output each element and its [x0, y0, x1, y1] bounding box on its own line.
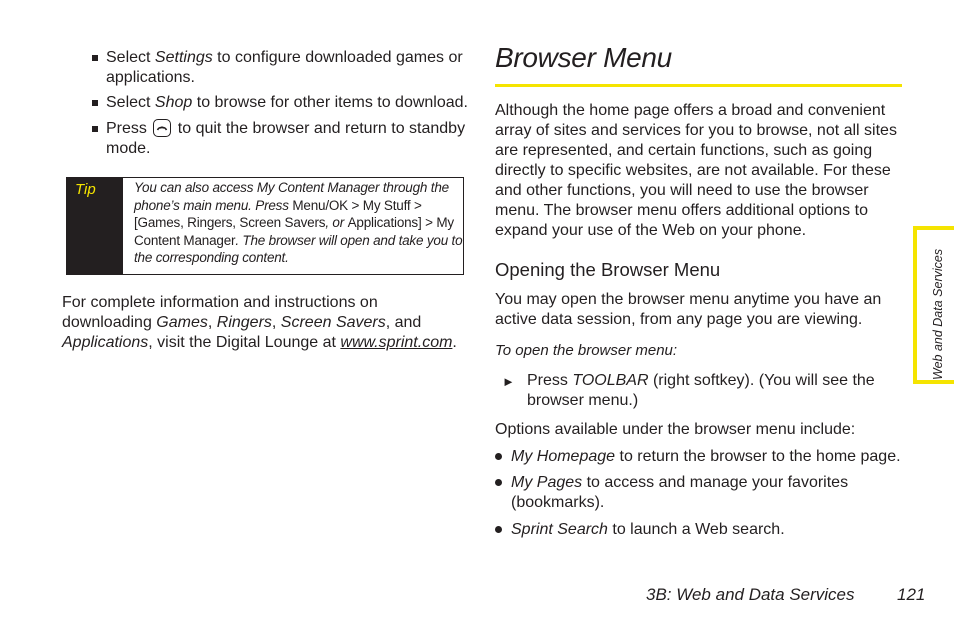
tip-text: You can also access My Content Manager through the phone’s main menu. Press Menu/OK > My Stuff > [Games, Ringers, Screen Savers, or Applications] > My Content Manager. The browser will open and take you to the corresponding content. — [134, 180, 463, 265]
square-bullet-icon — [92, 126, 98, 132]
end-call-key-icon — [153, 119, 171, 137]
open-menu-paragraph: You may open the browser menu anytime you have an active data session, from any page you are viewing. — [495, 291, 882, 328]
option-sprint-search: Sprint Search to launch a Web search. — [495, 520, 905, 540]
square-bullet-icon — [92, 55, 98, 61]
side-tab-label: Web and Data Services — [931, 248, 945, 380]
section-side-tab — [913, 226, 954, 384]
bullet-settings: Select Settings to configure downloaded games or applications. — [92, 48, 472, 88]
title-underline — [495, 84, 902, 87]
sprint-website-link[interactable]: www.sprint.com — [340, 334, 453, 351]
shop-term: Shop — [154, 94, 193, 111]
square-bullet-icon — [92, 100, 98, 106]
tip-label: Tip — [75, 181, 96, 198]
round-bullet-icon — [495, 526, 502, 533]
options-intro: Options available under the browser menu include: — [495, 421, 856, 438]
step-arrow-icon: ► — [502, 374, 515, 389]
page-title: Browser Menu — [495, 42, 672, 73]
tip-box — [66, 177, 464, 275]
tip-label-cell — [67, 178, 123, 274]
bullet-quit-browser: Press to quit the browser and return to standby mode. — [92, 119, 472, 159]
step-press-toolbar: Press TOOLBAR (right softkey). (You will see the browser menu.) — [527, 372, 875, 409]
footer-section-name: 3B: Web and Data Services — [646, 585, 855, 604]
round-bullet-icon — [495, 453, 502, 460]
option-my-pages: My Pages to access and manage your favorites (bookmarks). — [495, 473, 875, 513]
bullet-shop: Select Shop to browse for other items to download. — [92, 93, 472, 113]
round-bullet-icon — [495, 479, 502, 486]
option-my-homepage: My Homepage to return the browser to the home page. — [495, 447, 905, 467]
steps-heading: To open the browser menu: — [495, 342, 678, 359]
download-info-paragraph: For complete information and instructions on downloading Games, Ringers, Screen Savers, and Applications, visit the Digital Lounge at www.sprint.com. — [62, 294, 457, 351]
settings-term: Settings — [154, 49, 213, 66]
page-number: 121 — [897, 585, 926, 604]
intro-paragraph: Although the home page offers a broad and convenient array of sites and services for you to browse, not all sites are represented, and certain functions, such as going directly to specific websites, are not available. For these and other functions, you will need to use the browser menu. The browser menu offers additional options to expand your use of the Web on your phone. — [495, 102, 897, 239]
toolbar-softkey-term: TOOLBAR — [572, 372, 649, 389]
section-subheading: Opening the Browser Menu — [495, 259, 721, 280]
